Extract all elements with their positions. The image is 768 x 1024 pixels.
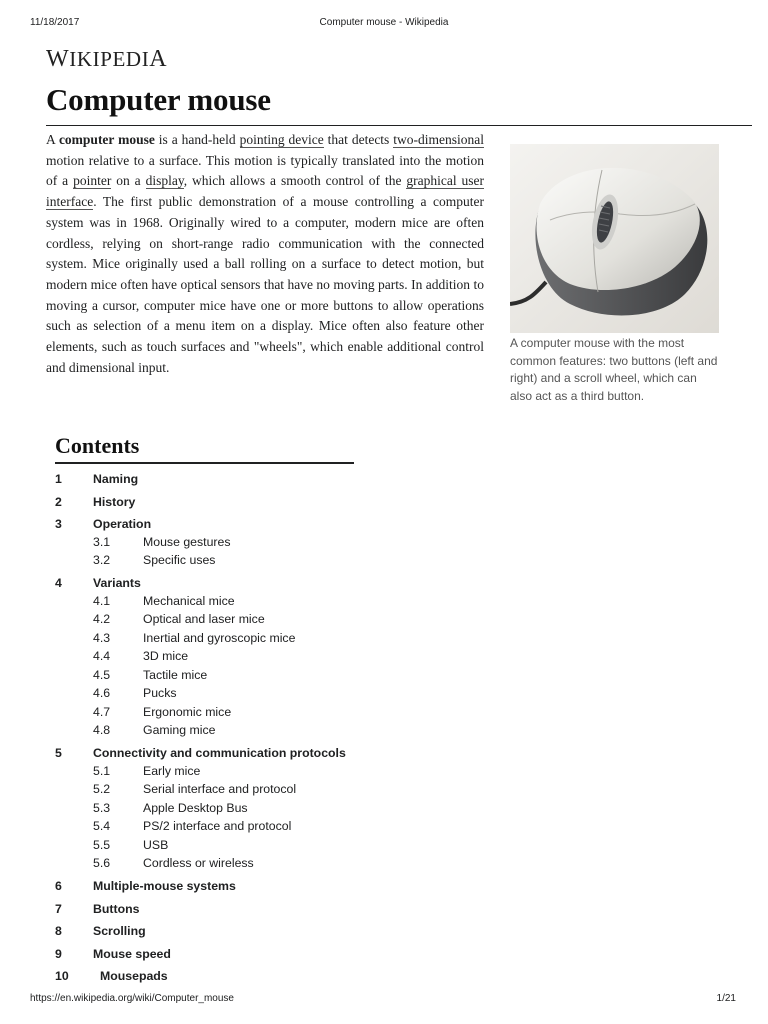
toc-subitem-number: 4.5	[93, 667, 111, 682]
title-divider	[46, 125, 752, 126]
intro-bold-term: computer mouse	[58, 132, 155, 147]
intro-link[interactable]: pointer	[73, 173, 112, 189]
toc-item-label: Mousepads	[100, 969, 168, 983]
intro-paragraph	[46, 130, 484, 378]
toc-item-label: History	[93, 494, 136, 509]
toc-subitem-label: Tactile mice	[143, 667, 208, 682]
toc-subitem-label: Cordless or wireless	[143, 856, 254, 870]
toc-subitem-label: Mouse gestures	[143, 534, 231, 549]
toc-subitem-label: Apple Desktop Bus	[143, 800, 248, 815]
footer-url: https://en.wikipedia.org/wiki/Computer_mouse	[30, 993, 234, 1004]
toc-item-number: 2	[55, 494, 62, 509]
toc-subitem-label: Ergonomic mice	[143, 704, 232, 719]
toc-subitem-label: Pucks	[143, 686, 177, 700]
toc-subitem-label: Mechanical mice	[143, 593, 235, 608]
toc-item-label: Naming	[93, 472, 139, 486]
toc-subitem-number: 4.3	[93, 630, 111, 645]
toc-subitem-number: 4.1	[93, 593, 111, 608]
toc-item-number: 3	[55, 517, 62, 531]
table-of-contents	[55, 432, 354, 464]
toc-item-number: 9	[55, 946, 62, 961]
toc-subitem-number: 5.2	[93, 782, 111, 796]
toc-subitem-number: 5.6	[93, 856, 111, 870]
intro-link[interactable]: graphical user interface	[46, 173, 485, 210]
toc-item-number: 1	[55, 472, 62, 486]
toc-subitem-number: 4.8	[93, 723, 111, 737]
toc-heading: Contents	[55, 433, 140, 458]
wikipedia-logo[interactable]: WIKIPEDIA	[46, 46, 168, 72]
intro-link[interactable]: two-dimensional	[393, 132, 484, 147]
infobox-figure	[510, 144, 719, 405]
toc-item-label: Buttons	[93, 901, 140, 916]
intro-link[interactable]: display	[145, 173, 184, 189]
computer-mouse-image[interactable]	[510, 144, 719, 333]
toc-subitem-label: 3D mice	[143, 649, 189, 663]
toc-subitem-label: Early mice	[143, 763, 201, 778]
print-header	[30, 17, 738, 31]
toc-item-label: Connectivity and communication protocols	[93, 746, 346, 760]
toc-item-label: Variants	[93, 576, 141, 590]
toc-item-number: 6	[55, 879, 62, 893]
intro-text: on a	[111, 173, 146, 189]
toc-divider	[55, 462, 354, 464]
toc-item-number: 5	[55, 746, 62, 760]
toc-subitem-number: 5.1	[93, 763, 111, 778]
intro-text: is a hand-held	[154, 132, 240, 147]
toc-item-number: 8	[55, 924, 62, 938]
toc-subitem-label: USB	[143, 837, 169, 852]
toc-subitem-number: 4.6	[93, 686, 111, 700]
toc-item-number: 4	[55, 576, 62, 590]
toc-subitem-label: Serial interface and protocol	[143, 782, 297, 796]
toc-item-label: Scrolling	[93, 924, 146, 938]
page-title: Computer mouse	[46, 82, 271, 117]
toc-item-number: 10	[55, 969, 69, 983]
intro-text: that detects	[323, 132, 394, 147]
toc-subitem-number: 4.7	[93, 704, 111, 719]
footer-page-number: 1/21	[716, 993, 736, 1004]
toc-item-label: Multiple-mouse systems	[93, 879, 236, 893]
toc-subitem-label: Inertial and gyroscopic mice	[143, 630, 296, 645]
toc-subitem-number: 4.4	[93, 649, 111, 663]
intro-text: , which allows a smooth control of the	[183, 173, 407, 189]
toc-subitem-label: Gaming mice	[143, 723, 216, 737]
toc-subitem-number: 3.1	[93, 534, 111, 549]
toc-subitem-number: 5.4	[93, 819, 111, 833]
print-date: 11/18/2017	[30, 17, 80, 28]
toc-subitem-number: 3.2	[93, 553, 111, 567]
toc-item-label: Operation	[93, 517, 152, 531]
toc-subitem-number: 5.3	[93, 800, 111, 815]
intro-link[interactable]: pointing device	[239, 132, 324, 147]
toc-subitem-number: 4.2	[93, 612, 111, 626]
toc-item-number: 7	[55, 901, 62, 916]
print-title: Computer mouse - Wikipedia	[319, 17, 449, 28]
intro-text: . The first public demonstration of a mouse controlling a computer system was in 1968. Originally wired to a computer, modern mice are often cordless, relying on short-range radio communication with the connected system. Mice originally used a ball rolling on a surface to detect motion, but modern mice often have optical sensors that have no moving parts. In addition to moving a cursor, computer mice have one or more buttons to allow operations such as selection of a menu item on a display. Mice often also feature other elements, such as touch surfaces and "wheels", which enable additional control and dimensional input.	[46, 194, 484, 375]
figure-caption: A computer mouse with the most common features: two buttons (left and right) and a scroll wheel, which can also act as a third button.	[510, 336, 718, 403]
toc-subitem-number: 5.5	[93, 837, 111, 852]
toc-subitem-label: Optical and laser mice	[143, 612, 265, 626]
intro-text: A	[46, 132, 59, 147]
toc-item-label: Mouse speed	[93, 946, 171, 961]
toc-subitem-label: Specific uses	[143, 553, 216, 567]
toc-subitem-label: PS/2 interface and protocol	[143, 819, 292, 833]
intro-text: motion relative to a surface. This motion is typically translated into the motion of a	[46, 152, 484, 189]
